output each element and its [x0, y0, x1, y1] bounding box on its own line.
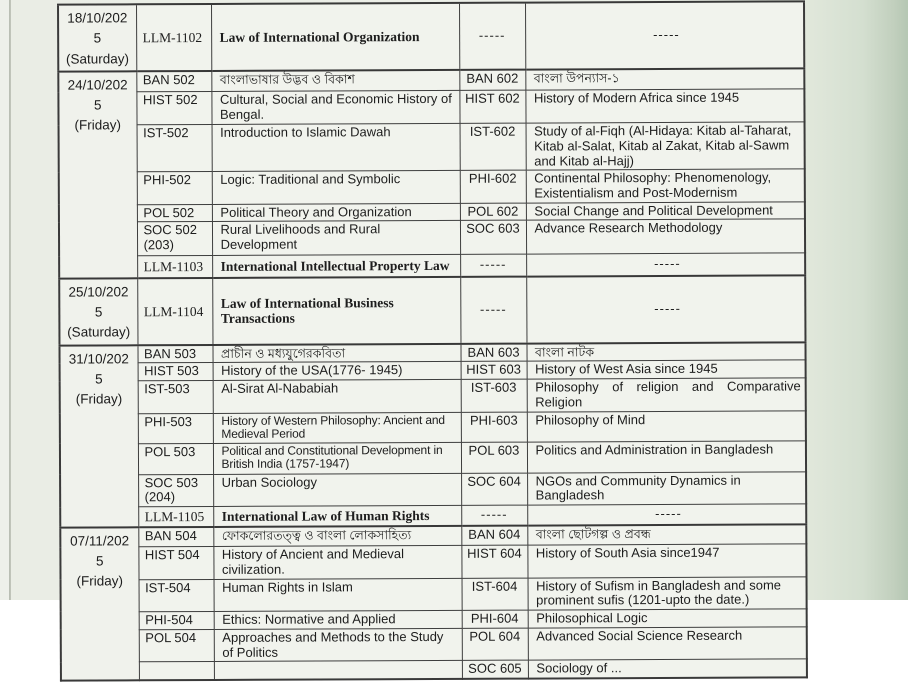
course-code-right: [460, 276, 526, 343]
table-row: [59, 122, 805, 172]
exam-date: 31/10/2025: [68, 350, 129, 387]
course-code-left-text: POL 503: [144, 443, 196, 460]
course-title-left: [213, 412, 461, 443]
course-code-right-text: BAN 602: [466, 70, 519, 86]
course-title-right-text: Sociology of ...: [536, 660, 622, 676]
course-title-right: [526, 122, 805, 170]
course-code-left: [137, 345, 212, 364]
course-title-right-text: বাংলা ছোটগল্প ও প্রবন্ধ: [535, 526, 651, 542]
course-code-right: [462, 610, 528, 628]
table-row: [60, 441, 806, 475]
table-row: [61, 659, 807, 680]
course-title-left: [213, 473, 461, 506]
table-row: [58, 1, 804, 71]
course-title-right-text: History of South Asia since1947: [535, 544, 720, 561]
course-code-left-text: LLM-1103: [143, 258, 204, 275]
course-code-right-text: IST-603: [470, 379, 517, 396]
exam-date: 07/11/2025: [70, 532, 130, 569]
course-code-left-text: PHI-502: [143, 172, 192, 188]
date-cell: [58, 4, 136, 71]
course-title-right-text: Politics and Administration in Bangladesh: [535, 441, 774, 458]
course-code-left: [137, 222, 212, 256]
course-title-left-text: Human Rights in Islam: [222, 578, 353, 595]
course-title-right-text: Study of al-Fiqh (Al-Hidaya: Kitab al-Taharat, Kitab al-Salat, Kitab al Zakat, Kitab al-Sawm and Kitab al-Hajj): [534, 122, 792, 169]
course-title-left: [213, 442, 461, 474]
course-code-right-text: HIST 604: [467, 545, 522, 562]
course-code-right: [462, 578, 528, 611]
course-code-right-text: -----: [479, 256, 507, 273]
course-title-left-text: Urban Sociology: [221, 474, 318, 490]
course-code-right: [459, 69, 525, 90]
course-code-left-text: LLM-1104: [143, 303, 204, 319]
course-title-right: [527, 524, 806, 545]
course-title-right-text: NGOs and Community Dynamics in Bangladesh: [535, 472, 741, 504]
table-row: [60, 411, 806, 444]
course-code-right: [461, 379, 527, 412]
course-code-left: [139, 579, 214, 612]
course-code-left: [139, 629, 214, 662]
course-title-left-text: History of Ancient and Medieval civilization.: [221, 546, 405, 577]
course-title-left-text: প্রাচীন ও মধ্যযুগেরকবিতা: [221, 346, 346, 361]
course-title-right: [526, 169, 805, 203]
course-title-right-text: বাংলা নাটক: [534, 344, 595, 360]
course-title-left-text: International Intellectual Property Law: [220, 257, 450, 274]
course-code-right-text: IST-604: [471, 578, 518, 594]
course-title-left-text: Political Theory and Organization: [220, 203, 412, 220]
course-title-left: [212, 124, 460, 172]
exam-date: 18/10/2025: [67, 10, 128, 46]
course-code-right: [461, 525, 527, 545]
course-code-right-text: -----: [479, 301, 507, 317]
course-code-left-text: POL 504: [145, 629, 197, 646]
course-title-left: [214, 610, 462, 629]
course-code-left-text: BAN 502: [142, 71, 195, 88]
course-title-left: [214, 628, 462, 661]
course-code-left: [139, 662, 214, 681]
table-row: [60, 472, 806, 508]
course-code-right: [460, 123, 526, 170]
course-title-left: [212, 255, 460, 278]
date-cell: [58, 71, 137, 278]
course-title-left-text: Ethics: Normative and Applied: [222, 611, 396, 627]
course-code-left: [136, 92, 211, 125]
course-code-right-text: -----: [478, 27, 506, 43]
course-title-left-text: History of Western Philosophy: Ancient and Medieval Period: [221, 412, 445, 442]
course-code-right: [459, 3, 525, 70]
course-code-left-text: PHI-503: [144, 413, 193, 429]
course-code-left-text: SOC 503: [144, 474, 199, 491]
exam-weekday: (Friday): [74, 117, 122, 133]
course-title-right-text: বাংলা উপন্যাস-১: [533, 70, 620, 86]
exam-date: 24/10/2025: [67, 77, 128, 113]
exam-table-body: [58, 1, 807, 680]
course-code-left-text: POL 502: [143, 204, 195, 220]
exam-weekday: (Saturday): [67, 324, 131, 340]
course-code-right-text: POL 603: [468, 442, 520, 458]
course-title-left: [211, 91, 459, 125]
course-code-right-text: PHI-603: [469, 412, 518, 428]
course-title-right-text: History of Modern Africa since 1945: [533, 89, 740, 106]
course-title-right-text: -----: [654, 256, 681, 272]
course-title-right-text: Social Change and Political Development: [534, 202, 773, 219]
course-title-left: [213, 526, 461, 547]
table-row: [59, 169, 805, 205]
course-title-right-text: Advanced Social Science Research: [536, 627, 743, 644]
course-title-left: [214, 661, 462, 680]
course-code-right: [461, 442, 527, 473]
course-title-left-text: Introduction to Islamic Dawah: [220, 124, 391, 141]
course-title-right-text: Continental Philosophy: Phenomenology, Existentialism and Post-Modernism: [534, 169, 772, 201]
course-code-left: [138, 507, 213, 527]
course-code-right-text: IST-602: [469, 123, 516, 140]
table-row: [61, 576, 807, 612]
course-code-right-text: SOC 604: [467, 473, 521, 489]
course-title-right: [526, 342, 805, 361]
course-title-right: [527, 360, 806, 379]
course-code-right: [462, 660, 528, 678]
course-code-right: [461, 545, 527, 578]
course-code-right-text: SOC 605: [468, 660, 522, 677]
course-title-right: [525, 1, 804, 69]
room-number: (203): [143, 237, 174, 253]
course-title-left-text: Political and Constitutional Development in British India (1757-1947): [221, 442, 443, 472]
course-title-left: [212, 343, 460, 362]
course-title-right: [526, 219, 805, 254]
course-title-right-text: -----: [654, 300, 681, 316]
course-code-left: [138, 381, 213, 414]
table-row: [59, 275, 805, 345]
course-title-left: [213, 506, 461, 527]
course-title-right: [527, 472, 806, 506]
course-title-left-text: Al-Sirat Al-Nababiah: [221, 380, 339, 397]
course-code-left-text: HIST 503: [144, 363, 199, 379]
course-title-left: [212, 277, 460, 345]
course-code-left: [138, 443, 213, 474]
course-code-left: [138, 413, 213, 443]
course-title-left-text: Rural Livelihoods and Rural Development: [220, 221, 381, 252]
table-row: [61, 627, 807, 663]
course-code-left: [137, 278, 212, 345]
course-code-right: [461, 505, 527, 525]
course-title-left: [212, 171, 460, 204]
course-title-left-text: History of the USA(1776- 1945): [221, 362, 403, 379]
course-title-right-text: History of West Asia since 1945: [535, 361, 718, 377]
course-title-right: [526, 202, 805, 221]
course-title-left-text: Law of International Business Transactions: [220, 295, 394, 327]
course-title-left-text: Law of International Organization: [219, 28, 420, 45]
course-title-right: [527, 411, 806, 442]
course-code-left-text: BAN 504: [144, 527, 197, 543]
course-title-right: [527, 504, 806, 525]
course-code-right: [460, 220, 526, 254]
course-code-right-text: BAN 603: [467, 344, 520, 360]
course-title-left: [211, 70, 459, 92]
course-title-right: [527, 544, 806, 578]
course-code-left-text: HIST 504: [144, 547, 200, 563]
course-title-right-text: History of Sufism in Bangladesh and some prominent sufis (1201-upto the date.): [536, 577, 782, 608]
course-title-left-text: Cultural, Social and Economic History of Bengal.: [219, 91, 452, 122]
course-code-right-text: POL 602: [467, 203, 519, 219]
exam-date: 25/10/2025: [68, 284, 129, 320]
course-title-left: [213, 546, 461, 579]
course-title-right-text: Advance Research Methodology: [534, 220, 723, 236]
course-code-right-text: SOC 603: [466, 220, 520, 237]
course-title-left: [212, 203, 460, 222]
course-title-right: [527, 441, 806, 473]
course-code-left-text: IST-502: [143, 125, 189, 141]
exam-schedule-table: [57, 0, 808, 681]
course-code-right-text: BAN 604: [468, 526, 521, 542]
date-cell: [59, 278, 137, 345]
course-title-right-text: -----: [655, 505, 682, 522]
table-row: [58, 89, 804, 125]
date-cell: [60, 527, 139, 681]
course-title-right-text: Philosophical Logic: [536, 609, 648, 626]
room-number: (204): [144, 489, 176, 505]
course-code-right: [461, 361, 527, 379]
course-code-left: [138, 363, 213, 381]
course-title-right: [525, 68, 804, 90]
exam-weekday: (Friday): [76, 573, 124, 589]
course-title-right: [528, 576, 807, 610]
course-code-left-text: PHI-504: [145, 611, 193, 628]
course-title-right: [525, 89, 804, 123]
course-code-right-text: POL 604: [469, 628, 521, 644]
course-code-left: [137, 256, 212, 278]
course-title-left-text: Logic: Traditional and Symbolic: [220, 171, 401, 188]
course-title-left: [213, 362, 461, 381]
course-code-right: [461, 412, 527, 442]
course-title-right: [528, 609, 807, 628]
course-code-left-text: IST-503: [144, 381, 190, 397]
course-code-right-text: -----: [480, 506, 508, 522]
course-code-right: [461, 473, 527, 506]
course-code-left: [136, 71, 211, 92]
course-title-right-text: Philosophy of religion and Comparative Religion: [535, 378, 801, 410]
course-code-left-text: LLM-1105: [144, 508, 205, 525]
course-code-left: [138, 527, 213, 547]
exam-weekday: (Saturday): [65, 50, 130, 67]
course-code-right: [460, 343, 526, 361]
course-title-right: [526, 253, 805, 276]
course-title-right-text: -----: [653, 26, 680, 43]
course-code-left: [138, 547, 213, 580]
course-code-left: [139, 611, 214, 629]
course-title-left-text: ফোকলোরতত্ত্ব ও বাংলা লোকসাহিত্য: [221, 527, 412, 543]
table-row: [60, 544, 806, 580]
table-wrapper: [57, 0, 808, 681]
course-title-left-text: Approaches and Methods to the Study of Politics: [222, 628, 444, 660]
course-title-right: [528, 627, 807, 661]
course-code-right: [460, 170, 526, 203]
course-code-left-text: IST-504: [145, 579, 191, 595]
course-code-right-text: PHI-604: [470, 610, 519, 626]
course-code-right: [462, 628, 528, 661]
course-code-right: [459, 90, 525, 123]
course-title-right-text: Philosophy of Mind: [535, 411, 646, 428]
course-code-left: [138, 474, 213, 507]
course-code-right: [460, 203, 526, 221]
course-title-left: [211, 3, 459, 71]
date-cell: [59, 345, 138, 527]
course-code-left: [136, 4, 211, 71]
course-code-left-text: LLM-1102: [142, 29, 203, 46]
course-code-left: [137, 172, 212, 205]
table-row: [59, 219, 805, 256]
course-code-left: [137, 125, 212, 172]
course-code-right: [460, 254, 526, 276]
course-code-right-text: HIST 603: [466, 361, 521, 378]
table-row: [59, 253, 805, 278]
course-title-left: [213, 380, 461, 413]
exam-weekday: (Friday): [75, 391, 123, 407]
course-title-right: [526, 275, 805, 343]
course-code-right-text: PHI-602: [468, 170, 517, 187]
course-title-right: [528, 659, 807, 678]
course-title-right: [527, 378, 806, 412]
table-row: [60, 378, 806, 414]
course-title-left-text: International Law of Human Rights: [221, 507, 430, 524]
course-code-left-text: BAN 503: [143, 345, 197, 361]
course-title-left: [214, 578, 462, 611]
course-code-right-text: HIST 602: [465, 90, 520, 107]
course-code-left: [137, 204, 212, 222]
course-code-left-text: SOC 502: [143, 222, 198, 238]
course-code-left-text: HIST 502: [142, 92, 198, 108]
course-title-left-text: বাংলাভাষার উদ্ভব ও বিকাশ: [219, 72, 355, 87]
course-title-left: [212, 221, 460, 256]
